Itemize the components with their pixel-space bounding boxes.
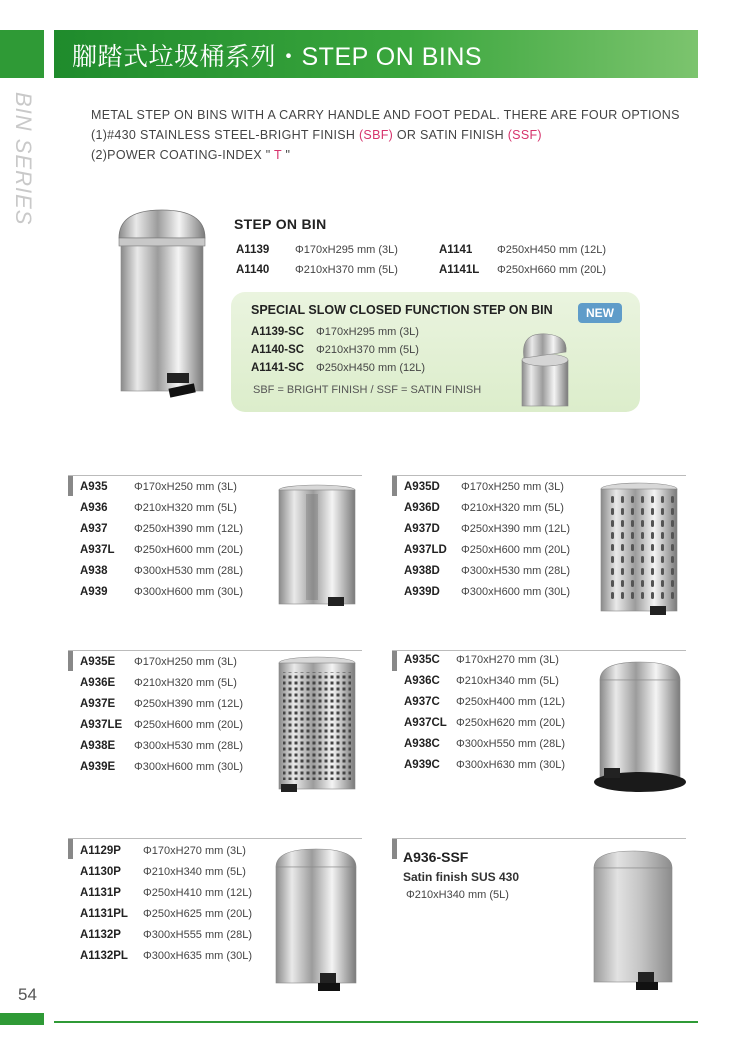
spec-a937d: Φ250xH390 mm (12L) xyxy=(461,523,571,535)
step-on-bin-title: STEP ON BIN xyxy=(234,216,327,232)
code-a936c: A936C xyxy=(404,675,440,687)
spec-a935c: Φ170xH270 mm (3L) xyxy=(456,654,559,666)
intro-text xyxy=(91,105,680,165)
finish-note: SBF = BRIGHT FINISH / SSF = SATIN FINISH xyxy=(253,384,482,396)
intro-line-2 xyxy=(91,125,680,145)
code-a1139: A1139 xyxy=(236,244,270,256)
step-bin-image xyxy=(115,208,210,408)
side-label: BIN SERIES xyxy=(11,92,36,226)
intro-line-3 xyxy=(91,145,680,165)
spec-a938d: Φ300xH530 mm (28L) xyxy=(461,565,571,577)
code-a936d: A936D xyxy=(404,502,440,514)
spec-a938c: Φ300xH550 mm (28L) xyxy=(456,738,566,750)
code-a1140: A1140 xyxy=(236,264,270,276)
code-a935c: A935C xyxy=(404,654,440,666)
spec-a1140-sc: Φ210xH370 mm (5L) xyxy=(316,344,419,356)
footer-green-tab xyxy=(0,1013,44,1025)
a936-ssf-spec: Φ210xH340 mm (5L) xyxy=(406,889,509,901)
intro-line-1: METAL STEP ON BINS WITH A CARRY HANDLE AND FOOT PEDAL. THERE ARE FOUR OPTIONS xyxy=(91,108,680,122)
code-a935: A935 xyxy=(80,481,108,493)
code-a937d: A937D xyxy=(404,523,440,535)
page-number: 54 xyxy=(18,985,37,1004)
code-a939: A939 xyxy=(80,586,108,598)
spec-a937ld: Φ250xH600 mm (20L) xyxy=(461,544,571,556)
code-a1132pl: A1132PL xyxy=(80,950,128,962)
bin-a935c-image xyxy=(592,660,688,796)
spec-a938: Φ300xH530 mm (28L) xyxy=(134,565,244,577)
code-a936e: A936E xyxy=(80,677,116,689)
separator xyxy=(392,475,686,476)
separator xyxy=(68,838,362,839)
page-title: 腳踏式垃圾桶系列・STEP ON BINS xyxy=(72,43,483,71)
slow-closed-title: SPECIAL SLOW CLOSED FUNCTION STEP ON BIN xyxy=(251,303,553,317)
code-a935e: A935E xyxy=(80,656,116,668)
bin-a1129p-image xyxy=(272,845,360,995)
a936-ssf-desc: Satin finish SUS 430 xyxy=(403,870,520,884)
code-a937le: A937LE xyxy=(80,719,123,731)
code-a1131pl: A1131PL xyxy=(80,908,128,920)
spec-a937cl: Φ250xH620 mm (20L) xyxy=(456,717,566,729)
intro-line-3-a: (2)POWER COATING-INDEX " xyxy=(91,148,275,162)
code-a1141: A1141 xyxy=(439,244,473,256)
bin-a936-ssf-image xyxy=(590,848,676,994)
spec-a1130p: Φ210xH340 mm (5L) xyxy=(143,866,246,878)
bin-a935d-image xyxy=(598,482,680,618)
spec-a939: Φ300xH600 mm (30L) xyxy=(134,586,244,598)
separator xyxy=(68,650,362,651)
code-a1131p: A1131P xyxy=(80,887,121,899)
spec-a936c: Φ210xH340 mm (5L) xyxy=(456,675,559,687)
spec-a1139-sc: Φ170xH295 mm (3L) xyxy=(316,326,419,338)
separator-tick xyxy=(68,839,73,859)
code-a937: A937 xyxy=(80,523,108,535)
code-a937cl: A937CL xyxy=(404,717,447,729)
code-a938e: A938E xyxy=(80,740,116,752)
code-a1141l: A1141L xyxy=(439,264,480,276)
spec-a935d: Φ170xH250 mm (3L) xyxy=(461,481,564,493)
t-tag: T xyxy=(274,148,282,162)
intro-line-2-a: (1)#430 STAINLESS STEEL-BRIGHT FINISH xyxy=(91,128,359,142)
spec-a1129p: Φ170xH270 mm (3L) xyxy=(143,845,246,857)
code-a1129p: A1129P xyxy=(80,845,121,857)
code-a937c: A937C xyxy=(404,696,440,708)
spec-a1132pl: Φ300xH635 mm (30L) xyxy=(143,950,253,962)
separator xyxy=(392,650,686,651)
spec-a939e: Φ300xH600 mm (30L) xyxy=(134,761,244,773)
spec-a939c: Φ300xH630 mm (30L) xyxy=(456,759,566,771)
new-badge: NEW xyxy=(578,303,622,323)
code-a1140-sc: A1140-SC xyxy=(251,344,305,356)
separator-tick xyxy=(392,839,397,859)
intro-line-2-b: OR SATIN FINISH xyxy=(393,128,508,142)
spec-a936e: Φ210xH320 mm (5L) xyxy=(134,677,237,689)
separator-tick xyxy=(68,651,73,671)
a936-ssf-code: A936-SSF xyxy=(403,849,469,865)
bin-a935-image xyxy=(276,484,358,612)
spec-a1131pl: Φ250xH625 mm (20L) xyxy=(143,908,253,920)
spec-a1141-sc: Φ250xH450 mm (12L) xyxy=(316,362,426,374)
separator-tick xyxy=(392,651,397,671)
spec-a935: Φ170xH250 mm (3L) xyxy=(134,481,237,493)
spec-a1141: Φ250xH450 mm (12L) xyxy=(497,244,607,256)
bin-a935e-image xyxy=(275,656,359,798)
code-a1130p: A1130P xyxy=(80,866,121,878)
spec-a1140: Φ210xH370 mm (5L) xyxy=(295,264,398,276)
spec-a937e: Φ250xH390 mm (12L) xyxy=(134,698,244,710)
spec-a937le: Φ250xH600 mm (20L) xyxy=(134,719,244,731)
code-a939c: A939C xyxy=(404,759,440,771)
spec-a937c: Φ250xH400 mm (12L) xyxy=(456,696,566,708)
header-green-tab xyxy=(0,30,44,78)
separator xyxy=(68,475,362,476)
spec-a1131p: Φ250xH410 mm (12L) xyxy=(143,887,253,899)
spec-a937: Φ250xH390 mm (12L) xyxy=(134,523,244,535)
spec-a936d: Φ210xH320 mm (5L) xyxy=(461,502,564,514)
code-a937ld: A937LD xyxy=(404,544,447,556)
separator-tick xyxy=(68,476,73,496)
code-a1141-sc: A1141-SC xyxy=(251,362,305,374)
spec-a935e: Φ170xH250 mm (3L) xyxy=(134,656,237,668)
ssf-tag: (SSF) xyxy=(507,128,542,142)
code-a935d: A935D xyxy=(404,481,440,493)
code-a937e: A937E xyxy=(80,698,116,710)
code-a938: A938 xyxy=(80,565,108,577)
spec-a1132p: Φ300xH555 mm (28L) xyxy=(143,929,253,941)
slow-close-lid-image xyxy=(512,330,577,408)
footer-line xyxy=(54,1021,698,1023)
code-a938d: A938D xyxy=(404,565,440,577)
code-a1139-sc: A1139-SC xyxy=(251,326,305,338)
separator xyxy=(392,838,686,839)
code-a937l: A937L xyxy=(80,544,115,556)
code-a936: A936 xyxy=(80,502,108,514)
code-a938c: A938C xyxy=(404,738,440,750)
code-a939d: A939D xyxy=(404,586,440,598)
separator-tick xyxy=(392,476,397,496)
spec-a939d: Φ300xH600 mm (30L) xyxy=(461,586,571,598)
code-a939e: A939E xyxy=(80,761,116,773)
spec-a936: Φ210xH320 mm (5L) xyxy=(134,502,237,514)
sbf-tag: (SBF) xyxy=(358,128,394,142)
spec-a937l: Φ250xH600 mm (20L) xyxy=(134,544,244,556)
spec-a1139: Φ170xH295 mm (3L) xyxy=(295,244,398,256)
code-a1132p: A1132P xyxy=(80,929,121,941)
intro-line-3-b: " xyxy=(281,148,291,162)
spec-a1141l: Φ250xH660 mm (20L) xyxy=(497,264,607,276)
spec-a938e: Φ300xH530 mm (28L) xyxy=(134,740,244,752)
